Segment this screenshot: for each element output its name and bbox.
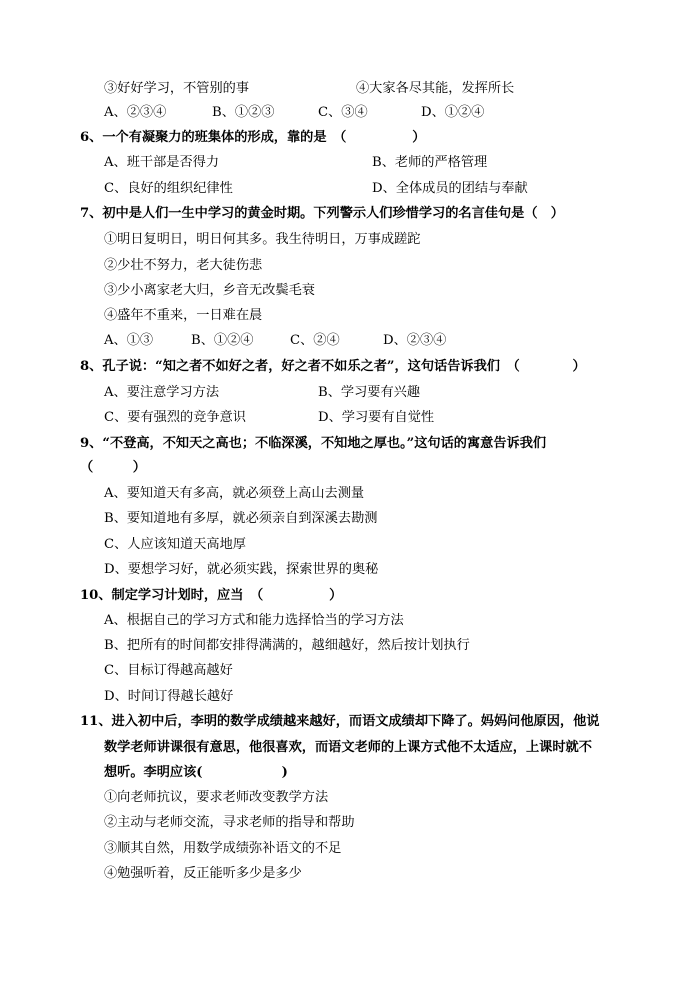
q7-option-d: D、②③④: [383, 333, 447, 348]
question-9: 9、“不登高，不知天之高也；不临深溪，不知地之厚也。”这句话的寓意告诉我们: [80, 436, 547, 451]
q7-statement-3: ③少小离家老大归，乡音无改鬓毛衰: [104, 283, 315, 298]
q9-option-c: C、人应该知道天高地厚: [104, 537, 246, 552]
q11-statement-3: ③顺其自然，用数学成绩弥补语文的不足: [104, 841, 342, 856]
q8-option-b: B、学习要有兴趣: [318, 385, 421, 400]
question-6: 6、一个有凝聚力的班集体的形成，靠的是 （ ）: [80, 130, 426, 145]
q7-statement-4: ④盛年不重来，一日难在晨: [104, 308, 263, 323]
q9-option-d: D、要想学习好，就必须实践，探索世界的奥秘: [104, 562, 379, 577]
option-d: D、①②④: [421, 105, 485, 120]
q8-option-a: A、要注意学习方法: [104, 385, 220, 400]
question-9-paren: （ ）: [80, 460, 146, 475]
q11-statement-2: ②主动与老师交流，寻求老师的指导和帮助: [104, 815, 355, 830]
q10-option-b: B、把所有的时间都安排得满满的，越细越好，然后按计划执行: [104, 638, 470, 653]
option-a: A、②③④: [104, 105, 167, 120]
q7-option-b: B、①②④: [191, 333, 254, 348]
q6-option-b: B、老师的严格管理: [372, 155, 488, 170]
statement-4: ④大家各尽其能，发挥所长: [356, 81, 515, 96]
q10-option-d: D、时间订得越长越好: [104, 689, 234, 704]
question-10: 10、制定学习计划时，应当 （ ）: [80, 588, 343, 603]
question-11-line-1: 11、进入初中后，李明的数学成绩越来越好，而语文成绩却下降了。妈妈问他原因，他说: [80, 714, 600, 729]
q7-statement-2: ②少壮不努力，老大徒伤悲: [104, 258, 263, 273]
option-c: C、③④: [318, 105, 368, 120]
q7-statement-1: ①明日复明日，明日何其多。我生待明日，万事成蹉跎: [104, 232, 421, 247]
q6-option-d: D、全体成员的团结与奉献: [372, 181, 528, 196]
question-11-line-3: 想听。李明应该( ): [104, 765, 288, 780]
question-8: 8、孔子说：“知之者不如好之者，好之者不如乐之者”，这句话告诉我们 （ ）: [80, 359, 586, 374]
q7-option-c: C、②④: [290, 333, 340, 348]
q11-statement-4: ④勉强听着，反正能听多少是多少: [104, 866, 302, 881]
statement-3: ③好好学习，不管别的事: [104, 81, 250, 96]
q7-option-a: A、①③: [104, 333, 154, 348]
question-7: 7、初中是人们一生中学习的黄金时期。下列警示人们珍惜学习的名言佳句是（ ）: [80, 206, 564, 221]
q6-option-c: C、良好的组织纪律性: [104, 181, 233, 196]
q11-statement-1: ①向老师抗议，要求老师改变教学方法: [104, 790, 329, 805]
q10-option-c: C、目标订得越高越好: [104, 663, 233, 678]
question-11-line-2: 数学老师讲课很有意思，他很喜欢，而语文老师的上课方式他不太适应，上课时就不: [104, 740, 592, 755]
option-b: B、①②③: [212, 105, 275, 120]
q8-option-d: D、学习要有自觉性: [318, 410, 435, 425]
q9-option-a: A、要知道天有多高，就必须登上高山去测量: [104, 486, 365, 501]
q10-option-a: A、根据自己的学习方式和能力选择恰当的学习方法: [104, 613, 404, 628]
q9-option-b: B、要知道地有多厚，就必须亲自到深溪去勘测: [104, 511, 378, 526]
q8-option-c: C、要有强烈的竞争意识: [104, 410, 246, 425]
q6-option-a: A、班干部是否得力: [104, 155, 220, 170]
